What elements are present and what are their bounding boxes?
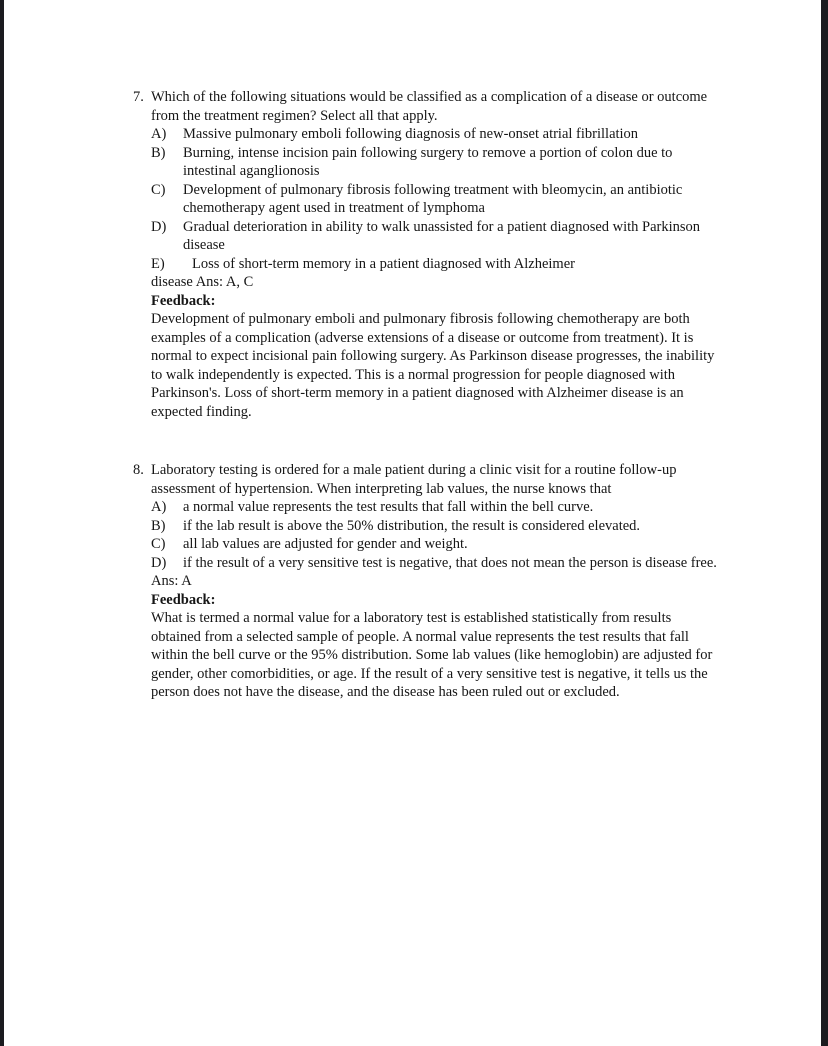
option-text: if the lab result is above the 50% distribution, the result is considered elevated. [183, 517, 641, 534]
option-row [151, 144, 718, 181]
option-text: Massive pulmonary emboli following diagnosis of new-onset atrial fibrillation [183, 126, 639, 142]
option-text: all lab values are adjusted for gender and weight. [183, 536, 468, 552]
answer-line: Ans: A [151, 573, 192, 589]
option-row [151, 535, 718, 554]
question-number: 7. [133, 89, 144, 105]
option-letter: E) [151, 255, 165, 272]
option-letter: D) [151, 554, 167, 571]
option-letter: A) [151, 499, 167, 515]
feedback-label: Feedback: [151, 591, 216, 608]
option-letter: B) [151, 517, 166, 534]
question-number: 8. [133, 462, 144, 478]
option-text: a normal value represents the test results that fall within the bell curve. [183, 499, 594, 515]
option-text: if the result of a very sensitive test is negative, that does not mean the person is disease free. [183, 554, 717, 571]
right-edge-bar [821, 0, 828, 1046]
options-list [151, 125, 718, 273]
question-stem: Laboratory testing is ordered for a male patient during a clinic visit for a routine follow-up assessment of hypertension. When interpreting lab values, the nurse knows that [151, 462, 677, 497]
option-row [151, 498, 718, 517]
option-letter: B) [151, 144, 166, 161]
question-block [133, 461, 718, 702]
option-row [151, 125, 718, 144]
question-stem: Which of the following situations would be classified as a complication of a disease or outcome from the treatment regimen? Select all that apply. [151, 89, 708, 124]
option-row [151, 181, 718, 218]
option-letter: D) [151, 218, 167, 235]
answer-line: disease Ans: A, C [151, 274, 254, 290]
option-text: Gradual deterioration in ability to walk unassisted for a patient diagnosed with Parkinson disease [183, 218, 701, 253]
option-text: Development of pulmonary fibrosis following treatment with bleomycin, an antibiotic chemotherapy agent used in treatment of lymphoma [183, 181, 683, 216]
option-text: Loss of short-term memory in a patient diagnosed with Alzheimer [192, 255, 575, 272]
feedback-text: Development of pulmonary emboli and pulmonary fibrosis following chemotherapy are both examples of a complication (adverse extensions of a disease or outcome from treatment). It is normal to expect incisional pain following surgery. As Parkinson disease progresses, the inability to walk independently is expected. This is a normal progression for people diagnosed with Parkinson's. Loss of short-term memory in a patient diagnosed with Alzheimer disease is an expected finding. [151, 311, 715, 420]
option-row [151, 255, 718, 274]
feedback-label: Feedback: [151, 292, 216, 309]
question-block [133, 88, 718, 421]
option-row [151, 517, 718, 536]
feedback-text: What is termed a normal value for a laboratory test is established statistically from results obtained from a selected sample of people. A normal value represents the test results that fall within the bell curve or the 95% distribution. Some lab values (like hemoglobin) are adjusted for gender, other comorbidities, or age. If the result of a very sensitive test is negative, it tells us the person does not have the disease, and the disease has been ruled out or excluded. [151, 610, 713, 700]
options-list [151, 498, 718, 572]
left-edge-bar [0, 0, 4, 1046]
document-page [133, 88, 718, 742]
option-letter: C) [151, 181, 166, 198]
option-row [151, 554, 718, 573]
option-letter: A) [151, 126, 167, 142]
option-letter: C) [151, 536, 166, 552]
option-row [151, 218, 718, 255]
option-text: Burning, intense incision pain following surgery to remove a portion of colon due to intestinal aganglionosis [183, 144, 673, 179]
